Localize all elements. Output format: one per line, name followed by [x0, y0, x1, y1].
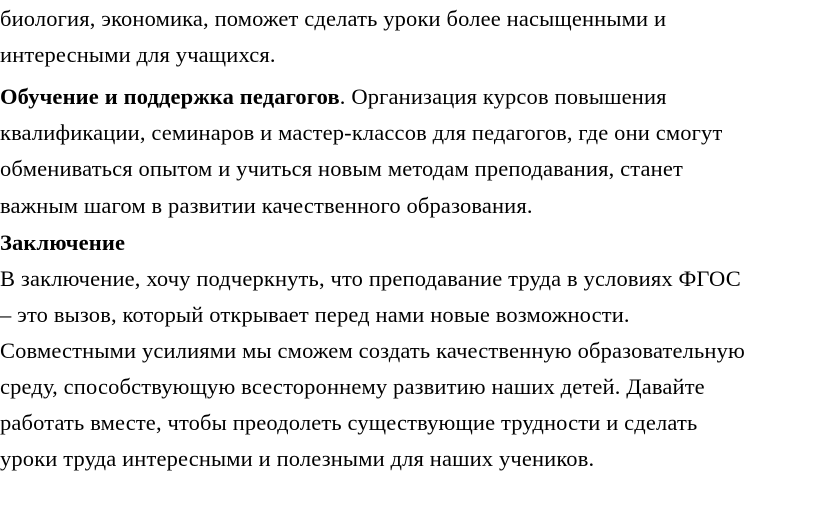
intro-line-1: биология, экономика, поможет сделать уроки более насыщенными и: [0, 6, 667, 31]
conclusion-line-6: уроки труда интересными и полезными для наших учеников.: [0, 446, 595, 471]
teacher-training-line-3: обмениваться опытом и учиться новым методам преподавания, станет: [0, 156, 683, 181]
conclusion-line-5: работать вместе, чтобы преодолеть существующие трудности и сделать: [0, 410, 698, 435]
conclusion-heading: Заключение: [0, 230, 126, 255]
teacher-training-text: . Организация курсов повышения: [339, 84, 667, 109]
conclusion-line-1: В заключение, хочу подчеркнуть, что преподавание труда в условиях ФГОС: [0, 266, 741, 291]
teacher-training-line-4: важным шагом в развитии качественного образования.: [0, 193, 533, 218]
intro-line-2: интересными для учащихся.: [0, 42, 276, 67]
teacher-training-heading: Обучение и поддержка педагогов: [0, 84, 340, 109]
conclusion-line-2: – это вызов, который открывает перед нами новые возможности.: [0, 302, 630, 327]
conclusion-line-4: среду, способствующую всестороннему развитию наших детей. Давайте: [0, 374, 705, 399]
teacher-training-line-2: квалификации, семинаров и мастер-классов для педагогов, где они смогут: [0, 120, 723, 145]
conclusion-line-3: Совместными усилиями мы сможем создать качественную образовательную: [0, 338, 745, 363]
teacher-training-line-1: [0, 86, 667, 109]
